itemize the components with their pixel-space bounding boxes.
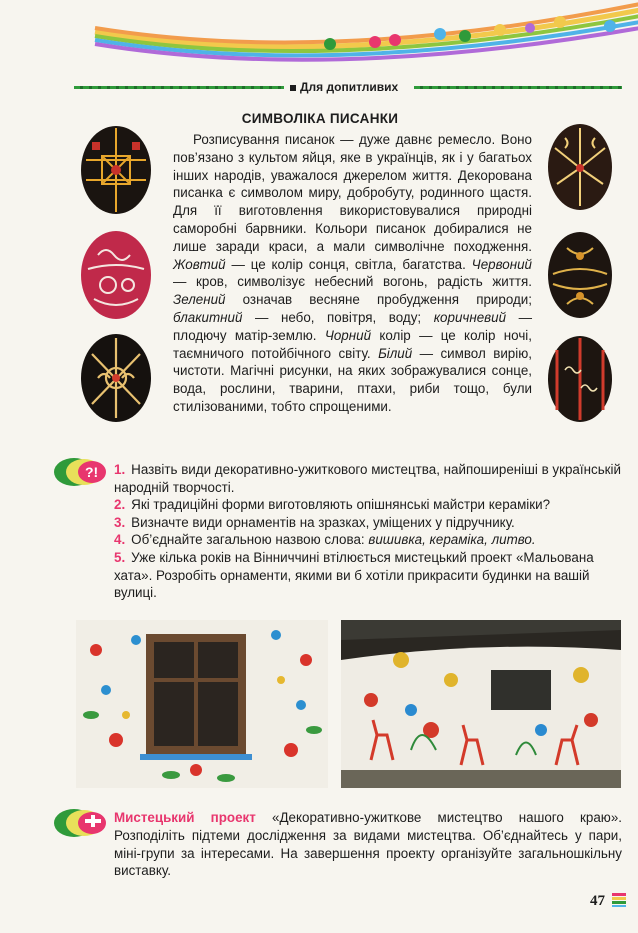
project-text: Мистецький проект «Декоративно-ужиткове мистецтво нашого краю». Розподіліть підтеми дослідження за видами мистецтва. Об’єднайтесь у пари, міні-групи за інтересами. На завершення проекту організуйте загальношкільну виставку. <box>114 810 622 879</box>
project-highlight: Мистецький проект <box>114 810 256 825</box>
rainbow-hands-decoration <box>0 0 638 90</box>
color-black: Чорний <box>324 327 372 343</box>
color-green: Зелений <box>173 292 226 308</box>
pysanka-image <box>78 120 154 216</box>
question-item: 4. Об’єднайте загальною назвою слова: вишивка, кераміка, литво. <box>114 532 536 548</box>
painted-house-wall-photo <box>341 620 621 788</box>
page-number: 47 <box>590 893 605 909</box>
color-yellow: Жовтий <box>173 256 226 272</box>
color-brown: коричневий <box>433 309 507 325</box>
page-color-mark <box>612 893 626 907</box>
color-red: Червоний <box>471 256 532 272</box>
pysanka-image <box>545 226 615 320</box>
article-title: СИМВОЛІКА ПИСАНКИ <box>241 111 399 126</box>
question-item: 3. Визначте види орнаментів на зразках, уміщених у підручнику. <box>114 514 515 530</box>
color-white: Білий <box>378 345 413 361</box>
pysanka-image <box>78 328 154 424</box>
section-label: Для допитливих <box>284 80 404 94</box>
section-header <box>74 80 622 94</box>
question-item: 2. Які традиційні форми виготовляють опішнянські майстри кераміки? <box>114 497 551 513</box>
painted-house-window-photo <box>76 620 328 788</box>
pysanka-image <box>545 330 615 424</box>
pysanka-image <box>78 225 154 321</box>
article-body: Розписування писанок — дуже давнє ремесло. Воно пов’язано з культом яйця, яке в українців, як і у багатьох інших народів, уважалося джерелом життя. Декорована писанка є символом миру, добробуту, родинного щастя. Для її виготовлення використовувалися природні саморобні барвники. Кольори писанок добиралися не лише заради краси, а мали символічне походження. Жовтий — це колір сонця, світла, багатства. Червоний — кров, символізує небесний вогонь, радість життя. Зелений означав весняне пробудження природи; блакитний — небо, повітря, воду; коричневий — плодючу матір-землю. Чорний колір — це колір ночі, таємничого потойбічного світу. Білий — символ вирію, чистоти. Магічні рисунки, на яких зображувалися сонце, вода, рослини, тварини, птахи, риби тощо, були стилізованими, тобто спрощеними. <box>173 132 532 414</box>
question-item: 1. Назвіть види декоративно-ужиткового мистецтва, найпоширеніші в українській народній творчості. <box>114 462 621 495</box>
question-icon <box>52 456 108 488</box>
question-item: 5. Уже кілька років на Вінниччині втілюється мистецький проект «Мальована хата». Розробіть орнаменти, якими ви б хотіли прикрасити будинки на вашій вулиці. <box>114 549 594 601</box>
color-blue: блакитний <box>173 309 243 325</box>
pysanka-image <box>545 118 615 212</box>
questions-list <box>114 461 622 602</box>
svg-text:?!: ?! <box>85 464 99 480</box>
project-icon <box>52 807 108 839</box>
